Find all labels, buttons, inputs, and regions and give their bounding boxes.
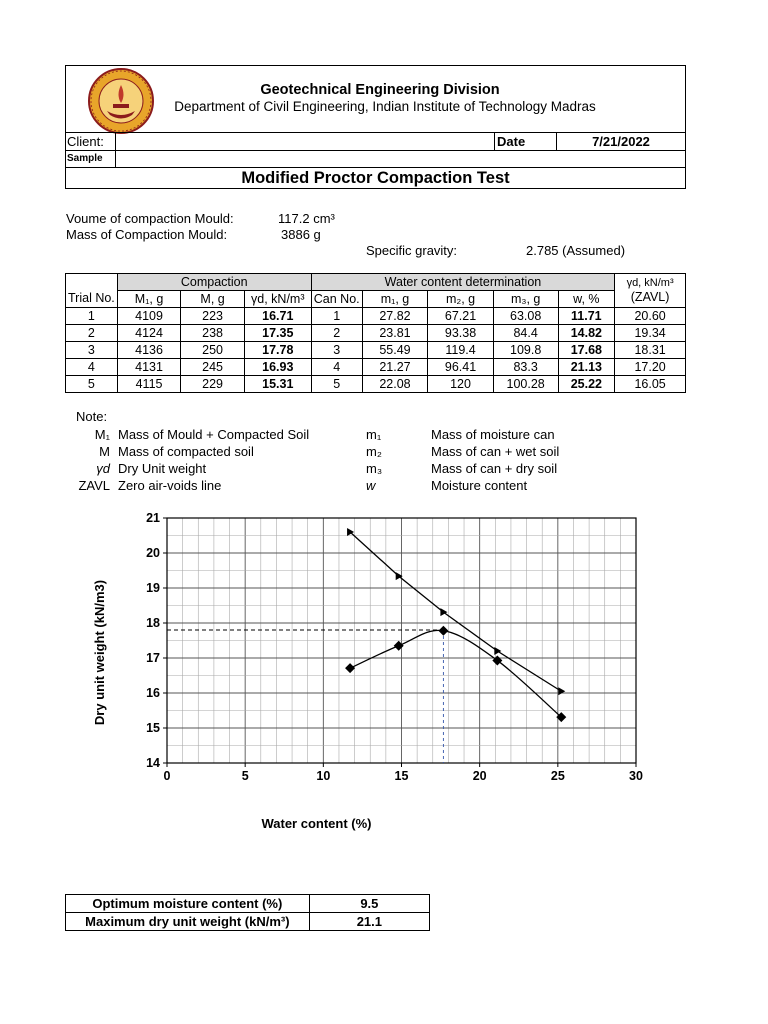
note-description-2: Mass of moisture can xyxy=(431,427,555,442)
mould-volume-number: 117.2 xyxy=(278,211,310,226)
cell-m1: 4124 xyxy=(117,325,181,342)
note-description-2: Moisture content xyxy=(431,478,528,493)
table-row xyxy=(66,325,686,342)
column-header-row xyxy=(66,291,686,308)
omc-label: Optimum moisture content (%) xyxy=(66,895,310,913)
results-table xyxy=(65,894,430,931)
cell-m: 250 xyxy=(181,342,245,359)
zavl-curve xyxy=(350,532,561,691)
cell-trial: 4 xyxy=(66,359,118,376)
notes-title: Note: xyxy=(76,409,108,424)
cell-zavl: 17.20 xyxy=(615,359,686,376)
table-row xyxy=(66,376,686,393)
note-description: Zero air-voids line xyxy=(118,478,222,493)
cell-can-m2: 120 xyxy=(428,376,494,393)
cell-w: 14.82 xyxy=(558,325,615,342)
header-can-m1: m₁, g xyxy=(362,291,428,308)
cell-m1: 4131 xyxy=(117,359,181,376)
note-symbol: γd xyxy=(96,461,110,476)
cell-can-m2: 67.21 xyxy=(428,308,494,325)
cell-can-m3: 100.28 xyxy=(493,376,558,393)
mould-mass-number: 3886 xyxy=(281,227,310,242)
mdd-label: Maximum dry unit weight (kN/m³) xyxy=(66,913,310,931)
compaction-point xyxy=(438,626,448,636)
cell-can-no: 4 xyxy=(311,359,362,376)
institute-logo xyxy=(80,67,162,135)
mould-volume-unit: cm³ xyxy=(313,211,335,226)
omc-row xyxy=(66,895,430,913)
y-tick-label: 15 xyxy=(146,721,160,735)
specific-gravity-note: (Assumed) xyxy=(562,243,626,258)
x-axis-title: Water content (%) xyxy=(261,816,372,831)
zavl-header-bottom: (ZAVL) xyxy=(630,290,670,304)
omc-value: 9.5 xyxy=(309,895,429,913)
col-divider-1 xyxy=(115,132,116,167)
compaction-curve xyxy=(350,630,561,717)
cell-zavl: 20.60 xyxy=(615,308,686,325)
note-symbol-2: m₃ xyxy=(366,461,383,476)
date-label: Date xyxy=(497,134,526,149)
cell-can-m1: 23.81 xyxy=(362,325,428,342)
note-description: Mass of compacted soil xyxy=(118,444,254,459)
cell-can-no: 1 xyxy=(311,308,362,325)
y-tick-label: 21 xyxy=(146,511,160,525)
cell-trial: 2 xyxy=(66,325,118,342)
cell-zavl: 16.05 xyxy=(615,376,686,393)
cell-can-m2: 119.4 xyxy=(428,342,494,359)
mould-mass-value xyxy=(281,227,321,242)
y-tick-label: 19 xyxy=(146,581,160,595)
note-symbol-2: m₁ xyxy=(366,427,382,442)
client-label: Client: xyxy=(67,134,104,149)
cell-gamma-d: 16.93 xyxy=(244,359,311,376)
cell-w: 21.13 xyxy=(558,359,615,376)
cell-m1: 4115 xyxy=(117,376,181,393)
group-water-content: Water content determination xyxy=(311,274,615,291)
mdd-row xyxy=(66,913,430,931)
cell-can-m3: 83.3 xyxy=(493,359,558,376)
sample-label: Sample xyxy=(67,153,103,164)
col-divider-3 xyxy=(556,132,557,150)
y-tick-label: 17 xyxy=(146,651,160,665)
cell-can-m1: 22.08 xyxy=(362,376,428,393)
cell-can-m3: 84.4 xyxy=(493,325,558,342)
cell-can-no: 5 xyxy=(311,376,362,393)
department-name: Department of Civil Engineering, Indian Institute of Technology Madras xyxy=(174,99,596,114)
cell-m1: 4136 xyxy=(117,342,181,359)
divider-top xyxy=(65,132,686,133)
note-description: Dry Unit weight xyxy=(118,461,207,476)
x-tick-label: 25 xyxy=(550,769,565,783)
cell-can-m3: 63.08 xyxy=(493,308,558,325)
header-m: M, g xyxy=(181,291,245,308)
mould-mass-unit: g xyxy=(313,227,321,242)
note-symbol-2: m₂ xyxy=(366,444,382,459)
zavl-point xyxy=(494,647,501,655)
cell-gamma-d: 16.71 xyxy=(244,308,311,325)
x-tick-label: 20 xyxy=(472,769,487,783)
group-header-row xyxy=(66,274,686,291)
zavl-header xyxy=(615,274,686,308)
cell-w: 25.22 xyxy=(558,376,615,393)
cell-can-m1: 55.49 xyxy=(362,342,428,359)
x-tick-label: 30 xyxy=(629,769,643,783)
note-symbol: M xyxy=(99,444,110,459)
note-symbol: ZAVL xyxy=(78,478,110,493)
cell-can-no: 2 xyxy=(311,325,362,342)
cell-can-m2: 96.41 xyxy=(428,359,494,376)
y-tick-label: 16 xyxy=(146,686,160,700)
table-row xyxy=(66,308,686,325)
test-title: Modified Proctor Compaction Test xyxy=(241,169,510,187)
y-tick-label: 14 xyxy=(146,756,160,770)
header-can-m3: m₃, g xyxy=(493,291,558,308)
cell-zavl: 19.34 xyxy=(615,325,686,342)
note-description: Mass of Mould + Compacted Soil xyxy=(118,427,310,442)
sample-field[interactable] xyxy=(118,152,678,166)
header-m1: M₁, g xyxy=(117,291,181,308)
header-can-m2: m₂, g xyxy=(428,291,494,308)
cell-can-no: 3 xyxy=(311,342,362,359)
y-axis-title: Dry unit weight (kN/m3) xyxy=(92,579,107,726)
cell-m: 229 xyxy=(181,376,245,393)
compaction-point xyxy=(345,663,355,673)
compaction-point xyxy=(394,641,404,651)
date-value[interactable]: 7/21/2022 xyxy=(592,134,650,149)
table-row xyxy=(66,342,686,359)
header-gamma-d: γd, kN/m³ xyxy=(244,291,311,308)
group-compaction: Compaction xyxy=(117,274,311,291)
division-title: Geotechnical Engineering Division xyxy=(260,82,500,98)
mould-volume-label: Voume of compaction Mould: xyxy=(66,211,234,226)
cell-can-m1: 21.27 xyxy=(362,359,428,376)
y-tick-label: 18 xyxy=(146,616,160,630)
cell-m: 223 xyxy=(181,308,245,325)
specific-gravity-number: 2.785 xyxy=(526,243,559,258)
header-w: w, % xyxy=(558,291,615,308)
note-symbol: M₁ xyxy=(94,427,110,442)
x-tick-label: 5 xyxy=(241,769,249,783)
cell-can-m1: 27.82 xyxy=(362,308,428,325)
cell-trial: 1 xyxy=(66,308,118,325)
x-tick-label: 10 xyxy=(316,769,331,783)
cell-gamma-d: 17.35 xyxy=(244,325,311,342)
mould-mass-label: Mass of Compaction Mould: xyxy=(66,227,228,242)
cell-w: 17.68 xyxy=(558,342,615,359)
compaction-point xyxy=(492,655,502,665)
cell-m: 238 xyxy=(181,325,245,342)
zavl-point xyxy=(558,687,565,695)
cell-m: 245 xyxy=(181,359,245,376)
header-trial: Trial No. xyxy=(66,291,118,308)
x-tick-label: 0 xyxy=(163,769,171,783)
x-tick-label: 15 xyxy=(394,769,409,783)
note-description-2: Mass of can + dry soil xyxy=(431,461,558,476)
cell-can-m2: 93.38 xyxy=(428,325,494,342)
cell-gamma-d: 15.31 xyxy=(244,376,311,393)
zavl-header-top: γd, kN/m³ xyxy=(626,277,674,289)
divider-mid xyxy=(65,150,686,151)
cell-can-m3: 109.8 xyxy=(493,342,558,359)
cell-trial: 3 xyxy=(66,342,118,359)
header-can-no: Can No. xyxy=(311,291,362,308)
y-tick-label: 20 xyxy=(146,546,160,560)
compaction-table xyxy=(65,273,686,393)
specific-gravity-value xyxy=(526,243,625,258)
mould-volume-value xyxy=(278,211,335,226)
mdd-value: 21.1 xyxy=(309,913,429,931)
cell-w: 11.71 xyxy=(558,308,615,325)
specific-gravity-label: Specific gravity: xyxy=(366,243,458,258)
compaction-chart xyxy=(80,505,670,850)
client-field[interactable] xyxy=(118,134,488,149)
table-row xyxy=(66,359,686,376)
note-description-2: Mass of can + wet soil xyxy=(431,444,560,459)
note-symbol-2: w xyxy=(366,478,376,493)
cell-m1: 4109 xyxy=(117,308,181,325)
col-divider-2 xyxy=(494,132,495,150)
cell-zavl: 18.31 xyxy=(615,342,686,359)
cell-gamma-d: 17.78 xyxy=(244,342,311,359)
cell-trial: 5 xyxy=(66,376,118,393)
table-body xyxy=(66,308,686,393)
